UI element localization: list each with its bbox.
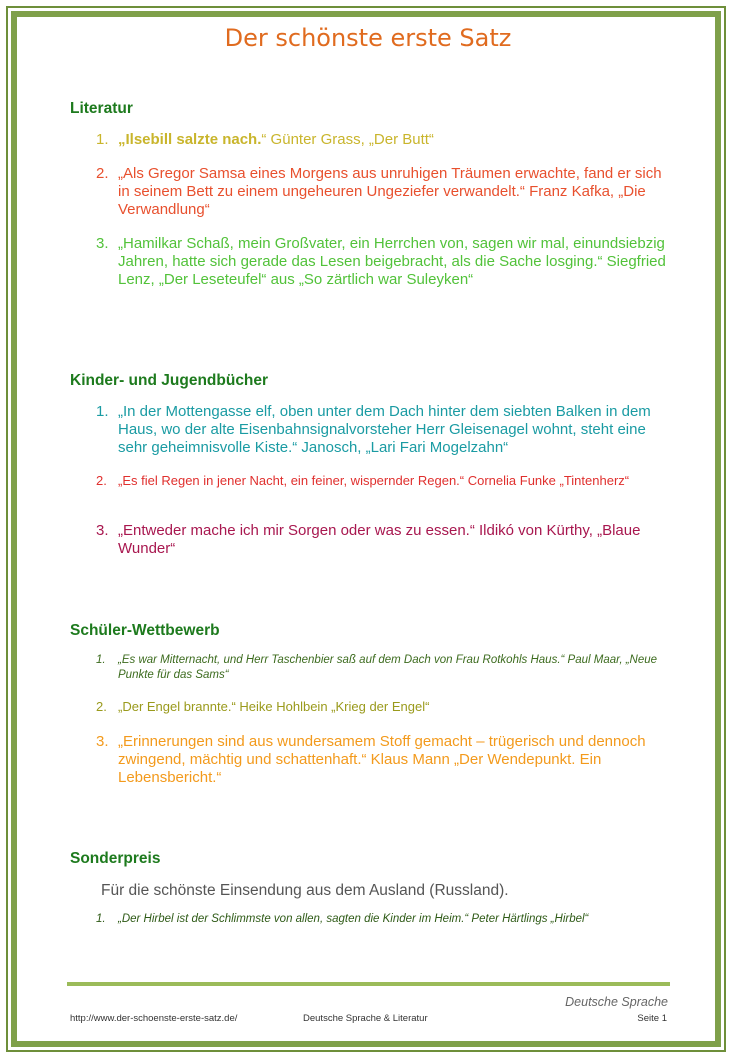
schueler-item-3: [96, 733, 666, 787]
footer-brand: Deutsche Sprache: [565, 995, 668, 1009]
list-number: 2.: [96, 699, 107, 714]
quote-source: “ Günter Grass, „Der Butt“: [261, 131, 434, 148]
list-item-text: „Entweder mache ich mir Sorgen oder was zu essen.“ Ildikó von Kürthy, „Blaue Wunder“: [118, 522, 641, 557]
list-number: 1.: [96, 403, 109, 420]
list-item-text: „Als Gregor Samsa eines Morgens aus unruhigen Träumen erwachte, fand er sich in seinem Bett zu einem ungeheuren Ungeziefer verwandelt.“ Franz Kafka, „Die Verwandlung“: [118, 165, 662, 218]
quote-bold: „Ilsebill salzte nach.: [118, 131, 262, 148]
kinder-item-2: [96, 473, 666, 489]
list-number: 3.: [96, 522, 109, 539]
footer-center-text: Deutsche Sprache & Literatur: [303, 1013, 428, 1024]
list-item-text: [118, 131, 666, 149]
kinder-item-3: [96, 522, 666, 558]
list-item-text: „Erinnerungen sind aus wundersamem Stoff gemacht – trügerisch und dennoch zwingend, mächtig und schattenhaft.“ Klaus Mann „Der Wendepunkt. Ein Lebensbericht.“: [118, 733, 646, 786]
list-number: 1.: [96, 913, 106, 925]
schueler-item-1: [96, 653, 666, 683]
kinder-item-1: [96, 403, 666, 457]
list-item-text: „Der Hirbel ist der Schlimmste von allen, sagten die Kinder im Heim.“ Peter Härtlings „Hirbel“: [118, 913, 589, 925]
document-title: Der schönste erste Satz: [224, 24, 512, 52]
list-item-text: „In der Mottengasse elf, oben unter dem Dach hinter dem siebten Balken in dem Haus, wo der alte Eisenbahnsignalvorsteher Herr Gleisenagel wohnt, steht eine sehr geheimnisvolle Kiste.“ Janosch, „Lari Fari Mogelzahn“: [118, 403, 651, 456]
list-number: 2.: [96, 473, 107, 488]
list-number: 3.: [96, 733, 109, 750]
list-number: 3.: [96, 235, 109, 252]
section-heading-schueler: Schüler-Wettbewerb: [70, 622, 220, 639]
list-number: 1.: [96, 131, 109, 148]
sonderpreis-item-1: [96, 912, 666, 927]
list-item-text: „Es fiel Regen in jener Nacht, ein feiner, wispernder Regen.“ Cornelia Funke „Tintenherz“: [118, 473, 630, 488]
list-item-text: „Der Engel brannte.“ Heike Hohlbein „Krieg der Engel“: [118, 699, 430, 714]
footer-divider: [67, 982, 670, 986]
schueler-item-2: [96, 699, 666, 715]
footer-page-number: Seite 1: [637, 1013, 667, 1024]
section-heading-sonderpreis: Sonderpreis: [70, 850, 161, 867]
literatur-item-2: [96, 165, 666, 219]
section-heading-kinder: Kinder- und Jugendbücher: [70, 372, 269, 389]
list-item-text: „Es war Mitternacht, und Herr Taschenbier saß auf dem Dach von Frau Rotkohls Haus.“ Paul Maar, „Neue Punkte für das Sams“: [118, 654, 658, 681]
footer-url: http://www.der-schoenste-erste-satz.de/: [70, 1013, 238, 1024]
list-number: 1.: [96, 654, 106, 666]
list-item-text: „Hamilkar Schaß, mein Großvater, ein Herrchen von, sagen wir mal, einundsiebzig Jahren, hatte sich gerade das Lesen beigebracht, als die Sache losging.“ Siegfried Lenz, „Der Leseteufel“ aus „So zärtlich war Suleyken“: [118, 235, 666, 288]
list-number: 2.: [96, 165, 109, 182]
literatur-item-3: [96, 235, 666, 289]
section-heading-literatur: Literatur: [70, 100, 133, 117]
literatur-item-1: [96, 131, 666, 149]
sonderpreis-intro: Für die schönste Einsendung aus dem Ausland (Russland).: [101, 882, 509, 899]
